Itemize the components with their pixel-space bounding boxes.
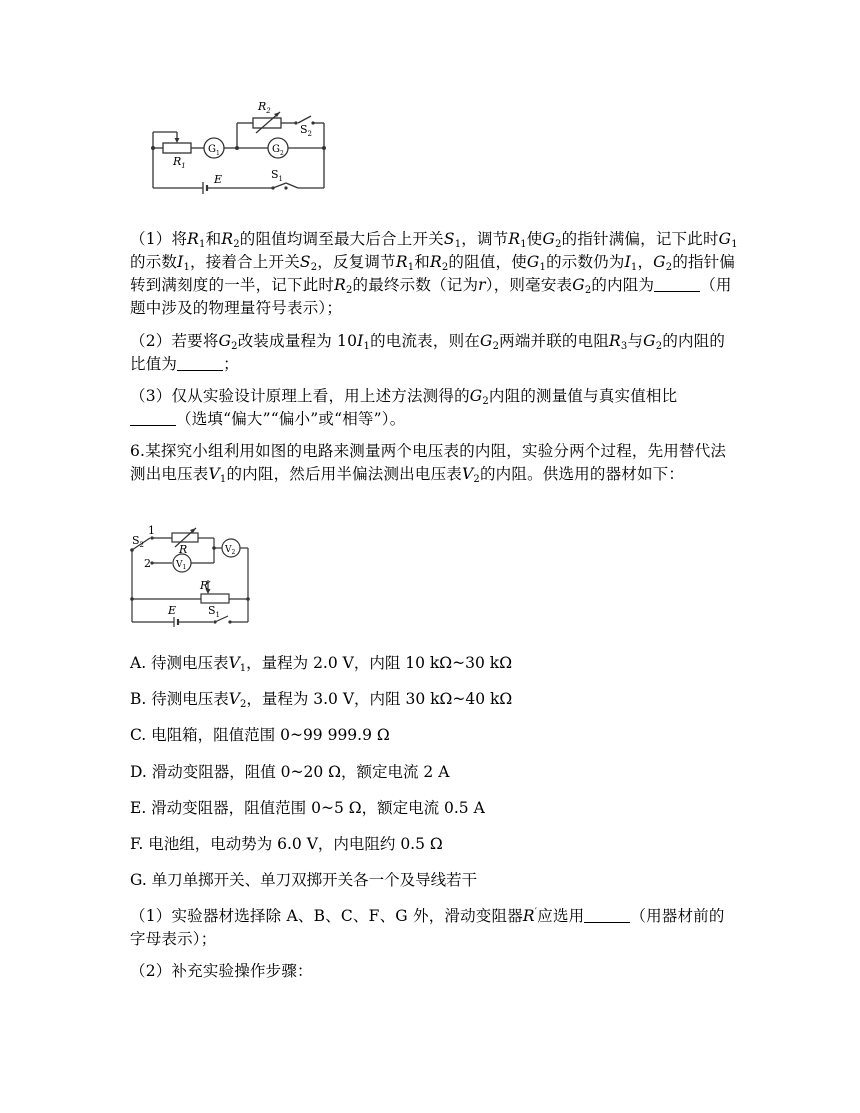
- text-fragment: 的示数仍为: [546, 253, 625, 271]
- symbol-v: V: [208, 465, 220, 483]
- answer-blank: [130, 411, 176, 426]
- text-fragment: ，调节: [461, 230, 509, 248]
- sub: 2: [665, 262, 673, 273]
- text-fragment: 的指针偏转到满刻度的一半，记下此时: [130, 253, 736, 294]
- equipment-item: [130, 833, 443, 855]
- fig2-pos2: 2: [144, 557, 151, 570]
- equipment-text: G. 单刀单掷开关、单刀双掷开关各一个及导线若干: [130, 871, 478, 889]
- sub: 2: [492, 341, 500, 352]
- sub: 1: [454, 239, 462, 250]
- symbol-r: R: [187, 230, 200, 248]
- fig1-g2-sub: 2: [280, 150, 284, 157]
- circuit-diagram-1: [140, 95, 340, 195]
- text-fragment: （用器材前的字母表示）；: [130, 907, 725, 948]
- equipment-text: F. 电池组，电动势为 6.0 V，内电阻约 0.5 Ω: [130, 835, 443, 853]
- sub: 2: [655, 341, 663, 352]
- answer-blank: [177, 356, 223, 371]
- q5-part1: [130, 228, 740, 320]
- symbol-r: R: [221, 230, 234, 248]
- svg-text:G1: [208, 144, 220, 157]
- answer-blank: [584, 908, 630, 923]
- svg-text:S2: [132, 534, 144, 549]
- fig1-r2-label: R: [258, 100, 267, 113]
- q6-part2: [130, 960, 740, 983]
- equipment-item: [130, 761, 449, 783]
- equipment-text: E. 滑动变阻器，阻值范围 0~5 Ω，额定电流 0.5 A: [130, 799, 485, 817]
- fig1-r2-sub: 2: [266, 107, 271, 115]
- fig2-v2-sub: 2: [231, 549, 236, 556]
- text-fragment: 的内阻的比值为: [130, 332, 726, 373]
- text-fragment: 与: [627, 332, 644, 350]
- text-fragment: 内阻的测量值与真实值相比: [488, 387, 678, 405]
- text-fragment: （2）补充实验操作步骤：: [130, 962, 313, 980]
- q6-intro: [130, 440, 740, 486]
- sub: 3: [620, 341, 628, 352]
- svg-text:R2: [257, 100, 271, 115]
- text-fragment: 的内阻，然后用半偏法测出电压表: [226, 465, 462, 483]
- text-fragment: （2）若要将: [130, 332, 219, 350]
- text-fragment: 的内阻。供选用的器材如下：: [479, 465, 685, 483]
- sub: 2: [231, 341, 238, 352]
- text-fragment: （1）将: [130, 230, 188, 248]
- fig1-r1-label: R: [173, 155, 182, 168]
- text-fragment: 6.某探究小组利用如图的电路来测量两个电压表的内阻，实验分两个过程，先用替代法测出电压表: [130, 442, 727, 483]
- text-fragment: 两端并联的电阻: [499, 332, 610, 350]
- fig2-r-label: R: [179, 543, 188, 556]
- symbol-s: S: [299, 253, 311, 271]
- text-fragment: 应选用: [537, 907, 585, 925]
- text-fragment: ），则毫安表: [485, 276, 573, 294]
- fig1-g1-sub: 1: [216, 150, 220, 157]
- sub: 1: [363, 341, 371, 352]
- svg-text:S1: [271, 168, 283, 183]
- equipment-text: D. 滑动变阻器，阻值 0~20 Ω，额定电流 2 A: [130, 763, 450, 781]
- text-fragment: （3）仅从实验设计原理上看，用上述方法测得的: [130, 387, 470, 405]
- symbol-i: I: [624, 253, 631, 271]
- sub: 1: [539, 262, 547, 273]
- svg-text:R1: [172, 155, 186, 170]
- fig1-e-label: E: [214, 173, 223, 186]
- text-fragment: ，接着合上开关: [190, 253, 300, 271]
- fig2-s1-label: S: [208, 604, 216, 617]
- q5-part2: [130, 330, 740, 376]
- q5-part3: [130, 385, 740, 431]
- text-fragment: （用题中涉及的物理量符号表示）；: [130, 276, 732, 317]
- svg-text:G2: [272, 144, 284, 157]
- sub: 2: [345, 285, 353, 296]
- symbol-g: G: [572, 276, 585, 294]
- q6-part1: [130, 905, 740, 951]
- symbol-r: R: [609, 332, 621, 350]
- symbol-v: V: [462, 465, 474, 483]
- equipment-text: B. 待测电压表: [130, 690, 229, 708]
- fig1-s2-label: S: [300, 123, 308, 136]
- answer-blank: [654, 277, 700, 292]
- sub: 1: [731, 239, 738, 250]
- sub: 2: [584, 285, 592, 296]
- equipment-item: [130, 688, 512, 710]
- text-fragment: （1）实验器材选择除 A、B、C、F、G 外，滑动变阻器: [130, 907, 523, 925]
- symbol-r: R: [334, 276, 346, 294]
- equipment-text: ，量程为 2.0 V，内阻 10 kΩ~30 kΩ: [246, 654, 513, 672]
- svg-text:V2: [224, 545, 236, 556]
- text-fragment: ；: [223, 355, 239, 373]
- fig2-s2-sub: 2: [139, 541, 145, 549]
- symbol-s: S: [443, 230, 455, 248]
- svg-text:S1: [208, 604, 220, 619]
- symbol-r-lower: r: [478, 276, 486, 294]
- fig1-g1-label: G: [208, 144, 216, 155]
- equipment-item: [130, 652, 512, 674]
- text-fragment: 改装成量程为 10: [237, 332, 358, 350]
- text-fragment: 的指针满偏，记下此时: [561, 230, 719, 248]
- svg-text:E: [213, 173, 222, 186]
- text-fragment: 的阻值均调至最大后合上开关: [239, 230, 444, 248]
- text-fragment: （选填“偏大”“偏小”或“相等”）。: [176, 410, 406, 428]
- fig1-s1-sub: 1: [278, 175, 284, 183]
- fig2-v1-sub: 1: [182, 564, 187, 571]
- text-fragment: 和: [205, 230, 222, 248]
- symbol-g: G: [542, 230, 556, 248]
- symbol-r: R: [429, 253, 442, 271]
- sub: 2: [310, 262, 318, 273]
- fig2-s1-sub: 1: [215, 611, 221, 619]
- text-fragment: 的内阻为: [591, 276, 655, 294]
- sub: 1: [199, 239, 206, 250]
- fig1-s2-sub: 2: [307, 130, 313, 138]
- symbol-i: I: [177, 253, 184, 271]
- fig2-v1-label: V: [176, 560, 183, 570]
- text-fragment: 的最终示数（记为: [352, 276, 479, 294]
- symbol-i: I: [357, 332, 364, 350]
- sub: 1: [630, 262, 638, 273]
- svg-text:V1: [175, 560, 186, 571]
- equipment-item: [130, 869, 477, 891]
- equipment-text: ，量程为 3.0 V，内阻 30 kΩ~40 kΩ: [246, 690, 513, 708]
- symbol-g: G: [479, 332, 493, 350]
- fig1-r1-sub: 1: [181, 162, 186, 170]
- fig2-s2-label: S: [132, 534, 140, 547]
- symbol-v: V: [228, 654, 240, 672]
- symbol-r-prime: R: [522, 907, 535, 925]
- sub: 2: [233, 239, 240, 250]
- text-fragment: ，反复调节: [317, 253, 396, 271]
- sub: 1: [183, 262, 190, 273]
- circuit-diagram-2: [128, 522, 258, 632]
- symbol-g: G: [643, 332, 656, 350]
- sub: 1: [520, 239, 527, 250]
- text-fragment: 的阻值，使: [448, 253, 527, 271]
- sub: 1: [219, 474, 227, 485]
- sub: 1: [407, 262, 415, 273]
- sub: 1: [239, 663, 247, 674]
- text-fragment: 的电流表，则在: [370, 332, 480, 350]
- symbol-g: G: [653, 253, 666, 271]
- text-fragment: 使: [526, 230, 543, 248]
- symbol-v: V: [228, 690, 240, 708]
- symbol-g: G: [526, 253, 540, 271]
- equipment-item: [130, 724, 390, 746]
- sub: 2: [441, 262, 449, 273]
- equipment-item: [130, 797, 485, 819]
- symbol-g: G: [469, 387, 483, 405]
- sub: 2: [555, 239, 562, 250]
- equipment-text: A. 待测电压表: [130, 654, 229, 672]
- fig2-e-label: E: [168, 604, 177, 617]
- text-fragment: 和: [414, 253, 430, 271]
- fig2-pos1: 1: [148, 524, 155, 537]
- symbol-g: G: [718, 230, 732, 248]
- sub: 2: [482, 396, 489, 407]
- prime-mark: ′: [534, 907, 538, 918]
- fig1-g2-label: G: [272, 144, 280, 155]
- sub: 2: [239, 699, 247, 710]
- fig2-v2-label: V: [225, 545, 232, 555]
- text-fragment: ，: [637, 253, 654, 271]
- symbol-g: G: [218, 332, 232, 350]
- symbol-r: R: [395, 253, 408, 271]
- symbol-r: R: [508, 230, 521, 248]
- equipment-text: C. 电阻箱，阻值范围 0~99 999.9 Ω: [130, 726, 390, 744]
- sub: 2: [473, 474, 480, 485]
- text-fragment: 的示数: [130, 253, 178, 271]
- fig1-s1-label: S: [271, 168, 279, 181]
- fig2-rp-label: R′: [200, 579, 211, 592]
- svg-text:S2: [300, 123, 312, 138]
